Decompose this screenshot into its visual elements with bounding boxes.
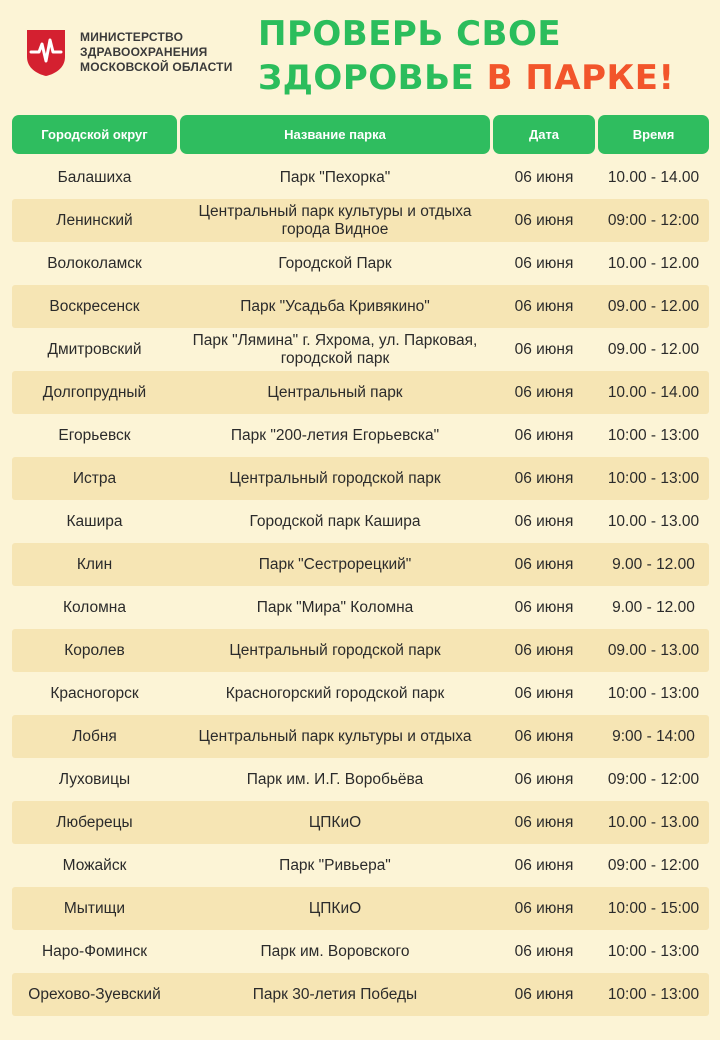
park-cell: Парк "200-летия Егорьевска"	[230, 426, 440, 444]
table-row	[12, 156, 709, 199]
district-cell: Орехово-Зуевский	[28, 985, 161, 1003]
column-header-district: Городской округ	[12, 115, 177, 154]
park-cell: Центральный городской парк	[229, 641, 441, 659]
time-cell: 10:00 - 13:00	[607, 469, 700, 487]
park-cell: Городской Парк	[278, 254, 392, 272]
title-line-2-main: ЗДОРОВЬЕ	[258, 58, 487, 98]
date-cell: 06 июня	[514, 469, 574, 487]
time-cell: 10:00 - 13:00	[607, 985, 700, 1003]
table-row	[12, 887, 709, 930]
table-row	[12, 629, 709, 672]
park-cell: Парк "Пехорка"	[279, 168, 391, 186]
date-cell: 06 июня	[514, 641, 574, 659]
column-header-park: Название парка	[180, 115, 490, 154]
time-cell: 10:00 - 13:00	[607, 942, 700, 960]
table-row	[12, 801, 709, 844]
table-row	[12, 586, 709, 629]
date-cell: 06 июня	[514, 297, 574, 315]
district-cell: Долгопрудный	[42, 383, 147, 401]
district-cell: Луховицы	[58, 770, 131, 788]
park-cell: ЦПКиО	[308, 813, 362, 831]
time-cell: 10:00 - 13:00	[607, 684, 700, 702]
table-row	[12, 930, 709, 973]
district-cell: Красногорск	[50, 684, 139, 702]
park-cell: Городской парк Кашира	[249, 512, 421, 530]
park-cell: Центральный парк культуры и отдыха	[198, 727, 472, 745]
district-cell: Мытищи	[63, 899, 126, 917]
date-cell: 06 июня	[514, 512, 574, 530]
time-cell: 10:00 - 15:00	[607, 899, 700, 917]
park-cell: Парк "Усадьба Кривякино"	[240, 297, 430, 315]
park-cell: Парк им. Воровского	[260, 942, 410, 960]
park-cell: Парк "Лямина" г. Яхрома, ул. Парковая, городской парк	[192, 331, 478, 367]
page-title	[258, 12, 675, 100]
time-cell: 09.00 - 13.00	[607, 641, 700, 659]
table-row	[12, 672, 709, 715]
time-cell: 10.00 - 14.00	[607, 383, 700, 401]
date-cell: 06 июня	[514, 856, 574, 874]
park-cell: Парк "Ривьера"	[279, 856, 391, 874]
district-cell: Можайск	[62, 856, 127, 874]
ministry-name	[80, 30, 233, 75]
schedule-table	[12, 115, 709, 1016]
park-cell: Красногорский городской парк	[225, 684, 445, 702]
title-line-2	[258, 56, 675, 100]
title-accent: В ПАРКЕ!	[486, 58, 675, 98]
table-row	[12, 844, 709, 887]
table-row	[12, 758, 709, 801]
park-cell: Парк 30-летия Победы	[252, 985, 418, 1003]
date-cell: 06 июня	[514, 168, 574, 186]
date-cell: 06 июня	[514, 684, 574, 702]
district-cell: Люберецы	[56, 813, 133, 831]
table-row	[12, 973, 709, 1016]
district-cell: Кашира	[66, 512, 123, 530]
time-cell: 09:00 - 12:00	[607, 856, 700, 874]
time-cell: 9.00 - 12.00	[612, 555, 695, 573]
district-cell: Наро-Фоминск	[41, 942, 148, 960]
ministry-line: МОСКОВСКОЙ ОБЛАСТИ	[80, 60, 233, 74]
time-cell: 10.00 - 14.00	[607, 168, 700, 186]
table-row	[12, 414, 709, 457]
table-row	[12, 715, 709, 758]
date-cell: 06 июня	[514, 555, 574, 573]
table-row	[12, 543, 709, 586]
table-header	[12, 115, 709, 154]
table-row	[12, 500, 709, 543]
column-header-time: Время	[598, 115, 709, 154]
table-row	[12, 199, 709, 242]
park-cell: Центральный парк	[267, 383, 403, 401]
time-cell: 09:00 - 12:00	[607, 211, 700, 229]
time-cell: 10.00 - 12.00	[607, 254, 700, 272]
time-cell: 10.00 - 13.00	[607, 512, 700, 530]
date-cell: 06 июня	[514, 426, 574, 444]
ministry-line: ЗДРАВООХРАНЕНИЯ	[80, 45, 208, 59]
ministry-shield-heartbeat-icon	[24, 27, 68, 77]
ministry-line: МИНИСТЕРСТВО	[80, 30, 184, 44]
park-cell: Центральный городской парк	[229, 469, 441, 487]
park-cell: Центральный парк культуры и отдыха города Видное	[198, 202, 472, 238]
park-cell: ЦПКиО	[308, 899, 362, 917]
district-cell: Королев	[64, 641, 125, 659]
date-cell: 06 июня	[514, 598, 574, 616]
time-cell: 10.00 - 13.00	[607, 813, 700, 831]
district-cell: Клин	[76, 555, 113, 573]
time-cell: 9:00 - 14:00	[612, 727, 695, 745]
time-cell: 09.00 - 12.00	[607, 297, 700, 315]
date-cell: 06 июня	[514, 899, 574, 917]
header	[0, 0, 720, 110]
district-cell: Коломна	[63, 598, 126, 616]
date-cell: 06 июня	[514, 383, 574, 401]
district-cell: Дмитровский	[47, 340, 142, 358]
district-cell: Истра	[72, 469, 117, 487]
table-row	[12, 242, 709, 285]
district-cell: Волоколамск	[47, 254, 142, 272]
district-cell: Лобня	[72, 727, 117, 745]
district-cell: Воскресенск	[49, 297, 140, 315]
date-cell: 06 июня	[514, 813, 574, 831]
title-line-1: ПРОВЕРЬ СВОЕ	[258, 14, 562, 54]
district-cell: Ленинский	[56, 211, 133, 229]
date-cell: 06 июня	[514, 211, 574, 229]
date-cell: 06 июня	[514, 340, 574, 358]
park-cell: Парк "Сестрорецкий"	[258, 555, 412, 573]
district-cell: Балашиха	[57, 168, 132, 186]
park-cell: Парк "Мира" Коломна	[256, 598, 414, 616]
date-cell: 06 июня	[514, 770, 574, 788]
time-cell: 09.00 - 12.00	[607, 340, 700, 358]
date-cell: 06 июня	[514, 254, 574, 272]
district-cell: Егорьевск	[58, 426, 131, 444]
table-row	[12, 371, 709, 414]
table-body	[12, 156, 709, 1016]
park-cell: Парк им. И.Г. Воробьёва	[246, 770, 424, 788]
time-cell: 09:00 - 12:00	[607, 770, 700, 788]
time-cell: 9.00 - 12.00	[612, 598, 695, 616]
table-row	[12, 285, 709, 328]
table-row	[12, 328, 709, 371]
column-header-date: Дата	[493, 115, 595, 154]
date-cell: 06 июня	[514, 727, 574, 745]
date-cell: 06 июня	[514, 942, 574, 960]
table-row	[12, 457, 709, 500]
date-cell: 06 июня	[514, 985, 574, 1003]
time-cell: 10:00 - 13:00	[607, 426, 700, 444]
